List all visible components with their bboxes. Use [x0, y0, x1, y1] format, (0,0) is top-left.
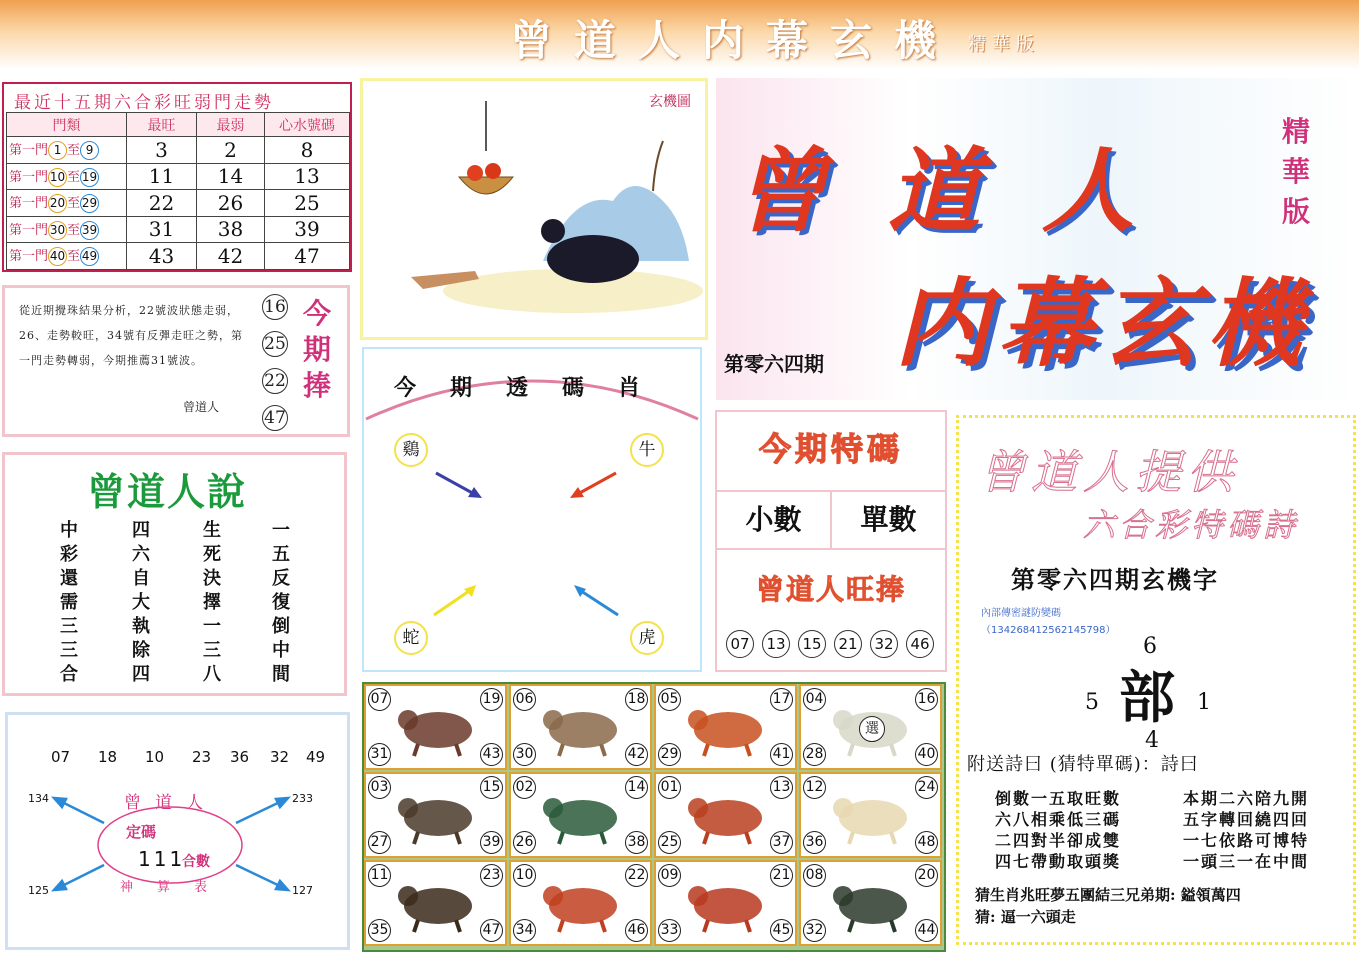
grid-cell: [654, 772, 797, 858]
pick-cell: 25: [265, 190, 350, 217]
trend-panel: [2, 82, 352, 272]
pick-number: 16: [262, 294, 288, 320]
trend-table: [6, 112, 350, 270]
trend-row: [7, 190, 350, 217]
formula-corner-value: 233: [292, 792, 313, 805]
formula-top-number: 36: [230, 748, 250, 766]
grid-number: 21: [770, 864, 793, 887]
door-cell: [7, 243, 127, 270]
grid-number: 48: [915, 831, 938, 854]
banner-edition: 精華版: [968, 34, 1040, 55]
hot-number: 13: [762, 630, 790, 658]
grid-number: 04: [803, 688, 826, 711]
grid-selection-mark: 選: [859, 716, 885, 742]
grid-number: 41: [770, 743, 793, 766]
col-header-pick: 心水號碼: [265, 113, 350, 137]
grid-number: 22: [625, 864, 648, 887]
grid-number: 35: [368, 919, 391, 942]
door-label: 第一門: [9, 196, 49, 212]
poem-line: 一七依路可博特: [1183, 831, 1310, 850]
grid-number: 11: [368, 864, 391, 887]
formula-corner-value: 134: [28, 792, 49, 805]
grid-number: 40: [915, 743, 938, 766]
grid-number: 09: [658, 864, 681, 887]
formula-top-number: 18: [98, 748, 118, 766]
special-small: 小數: [717, 492, 832, 548]
grid-cell: [799, 684, 942, 770]
poem-footer: 猜生肖兆旺夢五團結三兄弟期: 鎰領萬四: [975, 886, 1241, 904]
grid-number: 08: [803, 864, 826, 887]
pick-cell: 47: [265, 243, 350, 270]
arrow-line: [60, 865, 104, 887]
main-title-line1: 曾道人: [734, 137, 1197, 245]
hot-number: 21: [834, 630, 862, 658]
grid-number: 03: [368, 776, 391, 799]
trend-row: [7, 137, 350, 164]
grid-number: 16: [915, 688, 938, 711]
cold-cell: 26: [197, 190, 265, 217]
arrow-line: [236, 801, 282, 823]
hot-cell: 43: [127, 243, 197, 270]
grid-cell: [654, 684, 797, 770]
zodiac-title: 今期透碼肖: [394, 375, 675, 401]
grid-number: 44: [915, 919, 938, 942]
riddle-number-bottom: 4: [1145, 728, 1159, 753]
grid-number: 33: [658, 919, 681, 942]
hot-cell: 22: [127, 190, 197, 217]
poem-panel: [956, 415, 1356, 945]
door-label: 第一門: [9, 169, 49, 185]
formula-top-number: 49: [306, 748, 326, 766]
pick-cell: 39: [265, 216, 350, 243]
col-header-cold: 最弱: [197, 113, 265, 137]
grid-number: 18: [625, 688, 648, 711]
grid-number: 07: [368, 688, 391, 711]
grid-cell: [654, 860, 797, 946]
door-cell: [7, 190, 127, 217]
trend-row: [7, 163, 350, 190]
grid-number: 36: [803, 831, 826, 854]
grid-number: 24: [915, 776, 938, 799]
zodiac-number-grid: [362, 682, 946, 952]
grid-number: 34: [513, 919, 536, 942]
poem-line: 五字轉回繞四回: [1183, 810, 1310, 829]
special-odd: 單數: [860, 503, 917, 536]
door-from: 40: [48, 247, 67, 266]
grid-number: 28: [803, 743, 826, 766]
formula-center-label: 定碼: [126, 823, 157, 841]
cold-cell: 42: [197, 243, 265, 270]
grid-number: 30: [513, 743, 536, 766]
door-from: 10: [48, 168, 67, 187]
special-attributes: [717, 490, 945, 550]
analysis-signature: 曾道人: [183, 400, 220, 414]
hot-cell: 11: [127, 163, 197, 190]
door-cell: [7, 163, 127, 190]
arrow-head: [54, 798, 66, 807]
banner-title: 曾道人内幕玄機: [510, 16, 959, 65]
special-code-panel: [715, 410, 947, 672]
analysis-title: 今期捧: [302, 297, 331, 402]
door-from: 30: [48, 221, 67, 240]
says-panel: [2, 452, 347, 696]
formula-top-number: 32: [270, 748, 290, 766]
cold-cell: 38: [197, 216, 265, 243]
grid-number: 06: [513, 688, 536, 711]
grid-number: 46: [625, 919, 648, 942]
says-column: 一五反復倒中間: [272, 520, 290, 685]
main-title-panel: [716, 78, 1358, 400]
poem-line: 四七帶動取頭獎: [995, 852, 1122, 871]
grid-number: 29: [658, 743, 681, 766]
pick-cell: 8: [265, 137, 350, 164]
grid-number: 10: [513, 864, 536, 887]
door-to: 39: [80, 221, 99, 240]
hot-cell: 3: [127, 137, 197, 164]
hot-cell: 31: [127, 216, 197, 243]
zodiac-reveal-panel: [362, 347, 702, 672]
special-title: 今期特碼: [758, 430, 903, 468]
poem-note-code: （134268412562145798）: [981, 625, 1116, 636]
grid-number: 17: [770, 688, 793, 711]
special-hot-title: 曾道人旺捧: [755, 573, 906, 606]
hot-number: 15: [798, 630, 826, 658]
formula-panel: [5, 712, 350, 950]
riddle-illustration: [363, 81, 705, 337]
door-from: 20: [48, 194, 67, 213]
formula-corner-value: 127: [292, 884, 313, 897]
says-column: 生死決擇一三八: [203, 520, 221, 685]
grid-cell: [364, 772, 507, 858]
arrow-head: [54, 881, 66, 890]
arrow-line: [236, 865, 282, 887]
door-to-label: 至: [67, 143, 81, 159]
grid-number: 38: [625, 831, 648, 854]
grid-number: 13: [770, 776, 793, 799]
zodiac-arrows: [364, 349, 700, 669]
grid-number: 32: [803, 919, 826, 942]
pick-number: 22: [262, 368, 288, 394]
rat-figure: [547, 235, 639, 283]
door-label: 第一門: [9, 249, 49, 265]
zodiac-animal-top-left: 鷄: [394, 433, 428, 467]
cold-cell: 2: [197, 137, 265, 164]
door-cell: [7, 137, 127, 164]
grid-number: 43: [480, 743, 503, 766]
riddle-number-left: 5: [1085, 690, 1099, 715]
hanging-basket: [459, 177, 513, 194]
hot-number: 07: [726, 630, 754, 658]
formula-bottom-text: 神算表: [120, 880, 232, 895]
says-column: 四六自大執除四: [132, 520, 150, 685]
grid-number: 20: [915, 864, 938, 887]
riddle-character: 部: [1119, 665, 1175, 731]
poem-issue: 第零六四期玄機字: [1011, 565, 1219, 594]
picture-label: 玄機圖: [649, 94, 691, 110]
trend-row: [7, 216, 350, 243]
door-to: 19: [80, 168, 99, 187]
grid-number: 02: [513, 776, 536, 799]
door-cell: [7, 216, 127, 243]
riddle-picture-panel: [360, 78, 708, 340]
poem-heading: 附送詩曰 (猜特單碼)：詩曰: [967, 754, 1199, 775]
riddle-number-right: 1: [1197, 690, 1211, 715]
formula-center-suffix: 合數: [182, 854, 210, 870]
grid-number: 47: [480, 919, 503, 942]
main-title-edition: 精華版: [1281, 115, 1310, 228]
arrow-head: [276, 881, 288, 890]
poem-line: 六八相乘低三碼: [995, 810, 1122, 829]
grid-cell: [509, 772, 652, 858]
grid-number: 31: [368, 743, 391, 766]
grid-number: 27: [368, 831, 391, 854]
door-to-label: 至: [67, 196, 81, 212]
grid-number: 23: [480, 864, 503, 887]
col-header-hot: 最旺: [127, 113, 197, 137]
poem-footer: 猜: 逼一六頭走: [975, 908, 1076, 926]
poem-note: 內部傳密謎防變碼: [981, 608, 1061, 619]
says-column: 中彩還需三三合: [60, 520, 78, 685]
analysis-text: 從近期攪珠結果分析，22號波狀態走弱，26、走勢較旺，34號有反彈走旺之勢，第一門走勢轉弱，今期推薦31號波。: [19, 304, 243, 367]
zodiac-animal-top-right: 牛: [630, 433, 664, 467]
formula-corner-value: 125: [28, 884, 49, 897]
grid-number: 42: [625, 743, 648, 766]
grid-cell: [799, 772, 942, 858]
formula-top-number: 10: [145, 748, 165, 766]
formula-diagram: [8, 715, 347, 947]
grid-cell: [799, 860, 942, 946]
poem-line: 二四對半卻成雙: [995, 831, 1122, 850]
grid-cell: [509, 684, 652, 770]
hot-number: 32: [870, 630, 898, 658]
grid-number: 05: [658, 688, 681, 711]
door-to: 49: [80, 247, 99, 266]
poem-line: 本期二六陪九開: [1183, 789, 1310, 808]
grid-number: 26: [513, 831, 536, 854]
cold-cell: 14: [197, 163, 265, 190]
arrow-head: [276, 798, 288, 807]
door-to-label: 至: [67, 249, 81, 265]
door-label: 第一門: [9, 143, 49, 159]
poem-line: 一頭三一在中間: [1183, 852, 1310, 871]
formula-arc-text: 曾道人: [124, 793, 217, 813]
col-header-door: 門類: [7, 113, 127, 137]
grid-number: 12: [803, 776, 826, 799]
formula-top-number: 23: [192, 748, 212, 766]
door-from: 1: [48, 141, 67, 160]
grid-number: 45: [770, 919, 793, 942]
riddle-number-top: 6: [1143, 634, 1157, 659]
pick-cell: 13: [265, 163, 350, 190]
formula-center-value: 111: [138, 847, 186, 871]
door-label: 第一門: [9, 222, 49, 238]
grid-number: 01: [658, 776, 681, 799]
pick-number: 47: [262, 405, 288, 431]
grid-cell: [364, 684, 507, 770]
formula-top-number: 07: [51, 748, 71, 766]
grid-number: 14: [625, 776, 648, 799]
arrow-line: [60, 801, 104, 823]
trend-title: 最近十五期六合彩旺弱門走勢: [14, 93, 274, 113]
grid-number: 37: [770, 831, 793, 854]
poem-subtitle: 六合彩特碼詩: [1083, 506, 1300, 544]
grid-number: 25: [658, 831, 681, 854]
grid-cell: [364, 860, 507, 946]
door-to-label: 至: [67, 169, 81, 185]
poem-line: 倒數一五取旺數: [995, 789, 1122, 808]
grid-number: 19: [480, 688, 503, 711]
door-to: 29: [80, 194, 99, 213]
poem-title: 曾道人提供: [979, 445, 1239, 499]
door-to: 9: [80, 141, 99, 160]
pick-number: 25: [262, 331, 288, 357]
zodiac-animal-bottom-left: 蛇: [394, 621, 428, 655]
issue-number: 第零六四期: [724, 352, 824, 376]
door-to-label: 至: [67, 222, 81, 238]
grid-number: 15: [480, 776, 503, 799]
grid-cell: [509, 860, 652, 946]
hot-number: 46: [906, 630, 934, 658]
zodiac-animal-bottom-right: 虎: [630, 621, 664, 655]
analysis-panel: [2, 285, 350, 437]
trend-row: [7, 243, 350, 270]
grid-number: 39: [480, 831, 503, 854]
says-title: 曾道人說: [87, 469, 248, 514]
main-title-line2: 内幕玄機: [894, 267, 1310, 380]
